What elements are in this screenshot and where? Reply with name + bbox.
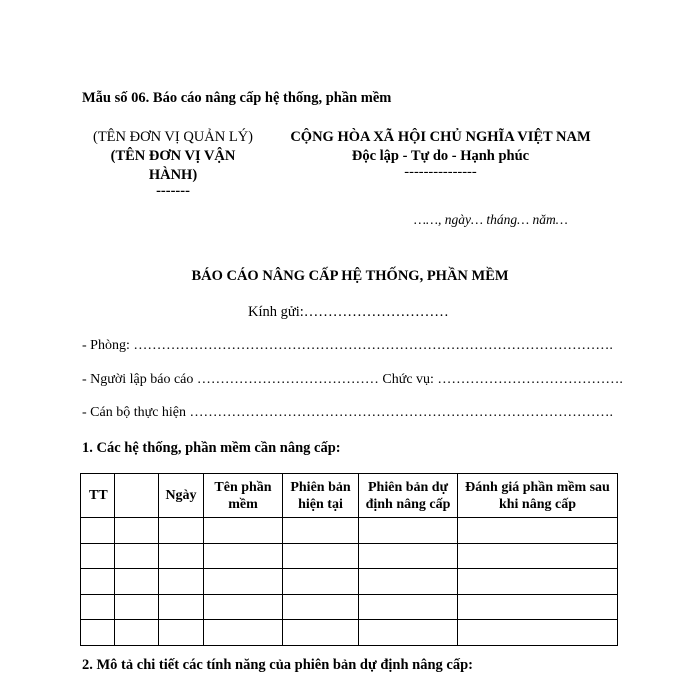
table-cell[interactable]: [283, 620, 359, 646]
form-number: Mẫu số 06. Báo cáo nâng cấp hệ thống, phần mềm: [82, 90, 392, 106]
table-cell[interactable]: [81, 518, 115, 544]
table-row: [81, 569, 618, 595]
department-field[interactable]: - Phòng: ………………………………………………………………………………………….: [82, 338, 613, 353]
table-cell[interactable]: [204, 518, 283, 544]
section2-heading: 2. Mô tả chi tiết các tính năng của phiên bản dự định nâng cấp:: [82, 657, 474, 673]
addressee-line: Kính gửi:…………………………: [248, 304, 449, 320]
page-title: BÁO CÁO NÂNG CẤP HỆ THỐNG, PHẦN MỀM: [191, 268, 509, 284]
col-header-evaluation: Đánh giá phần mềm sau khi nâng cấp: [458, 474, 618, 518]
table-row: [81, 594, 618, 620]
issuing-unit-header: [78, 128, 268, 197]
table-row: [81, 620, 618, 646]
date-line: ……, ngày… tháng… năm…: [414, 212, 568, 227]
table-row: [81, 518, 618, 544]
section1-heading: 1. Các hệ thống, phần mềm cần nâng cấp:: [82, 440, 341, 456]
table-cell[interactable]: [115, 620, 159, 646]
col-header-tt: TT: [81, 474, 115, 518]
table-cell[interactable]: [204, 620, 283, 646]
national-header: [268, 128, 613, 178]
table-cell[interactable]: [204, 543, 283, 569]
national-motto: Độc lập - Tự do - Hạnh phúc: [351, 148, 530, 164]
table-cell[interactable]: [283, 594, 359, 620]
table-cell[interactable]: [283, 569, 359, 595]
table-cell[interactable]: [115, 594, 159, 620]
left-header-divider: -------: [156, 183, 190, 199]
table-cell[interactable]: [283, 518, 359, 544]
upgrade-table: [80, 473, 618, 646]
operating-unit-name-line1: (TÊN ĐƠN VỊ VẬN: [110, 148, 236, 164]
table-cell[interactable]: [458, 569, 618, 595]
table-cell[interactable]: [359, 569, 458, 595]
country-name: CỘNG HÒA XÃ HỘI CHỦ NGHĨA VIỆT NAM: [290, 129, 591, 145]
col-header-blank: [115, 474, 159, 518]
executing-staff-field[interactable]: - Cán bộ thực hiện ……………………………………………………………………………….: [82, 405, 614, 420]
table-cell[interactable]: [458, 518, 618, 544]
table-cell[interactable]: [204, 594, 283, 620]
table-cell[interactable]: [159, 543, 204, 569]
table-row: [81, 543, 618, 569]
table-cell[interactable]: [359, 594, 458, 620]
table-cell[interactable]: [458, 594, 618, 620]
table-cell[interactable]: [159, 569, 204, 595]
table-cell[interactable]: [81, 594, 115, 620]
table-cell[interactable]: [359, 620, 458, 646]
table-cell[interactable]: [359, 518, 458, 544]
right-header-divider: ---------------: [404, 164, 477, 180]
table-cell[interactable]: [159, 620, 204, 646]
col-header-current-version: Phiên bản hiện tại: [283, 474, 359, 518]
table-cell[interactable]: [159, 594, 204, 620]
table-cell[interactable]: [458, 543, 618, 569]
table-cell[interactable]: [159, 518, 204, 544]
reporter-position-field[interactable]: - Người lập báo cáo ………………………………… Chức vụ: ………………………………….: [82, 372, 623, 387]
table-cell[interactable]: [115, 569, 159, 595]
table-cell[interactable]: [204, 569, 283, 595]
table-cell[interactable]: [359, 543, 458, 569]
table-cell[interactable]: [115, 518, 159, 544]
table-header-row: [81, 474, 618, 518]
col-header-planned-version: Phiên bản dự định nâng cấp: [359, 474, 458, 518]
col-header-date: Ngày: [159, 474, 204, 518]
managing-unit-name: (TÊN ĐƠN VỊ QUẢN LÝ): [92, 129, 253, 145]
operating-unit-name-line2: HÀNH): [148, 167, 198, 183]
table-cell[interactable]: [81, 543, 115, 569]
table-cell[interactable]: [283, 543, 359, 569]
table-cell[interactable]: [81, 620, 115, 646]
table-cell[interactable]: [115, 543, 159, 569]
table-cell[interactable]: [81, 569, 115, 595]
table-cell[interactable]: [458, 620, 618, 646]
col-header-software-name: Tên phần mềm: [204, 474, 283, 518]
